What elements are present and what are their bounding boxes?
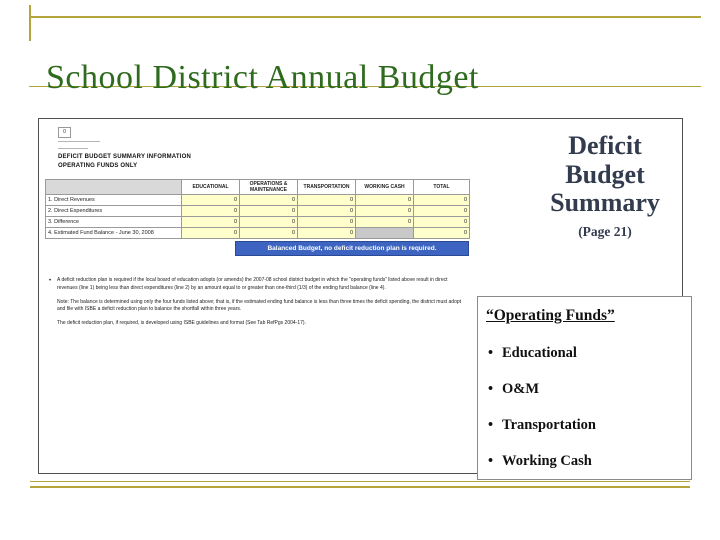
worksheet-heading: DEFICIT BUDGET SUMMARY INFORMATION [58,154,192,160]
worksheet-subheading: OPERATING FUNDS ONLY [58,163,138,169]
value-cell: 0 [298,206,356,217]
list-item: • O&M [488,381,691,397]
balanced-budget-banner: Balanced Budget, no deficit reduction plan is required. [235,241,469,256]
table-row [46,206,470,217]
table-row [46,228,470,239]
list-item: • Transportation [488,417,691,433]
column-header: TRANSPORTATION [298,180,356,195]
gold-bottom-rule-thick [30,486,690,488]
section-heading-line: Summary [550,188,660,218]
gold-top-rule [29,16,701,18]
operating-funds-box [477,296,692,480]
value-cell: 0 [298,195,356,206]
value-cell: 0 [356,195,414,206]
gold-corner-bar [29,5,31,41]
value-cell: 0 [182,195,240,206]
value-cell: 0 [240,217,298,228]
column-header: EDUCATIONAL [182,180,240,195]
gold-bottom-rule-thin [30,481,690,482]
table-row [46,195,470,206]
value-cell: 0 [298,217,356,228]
section-heading [518,132,692,218]
value-cell: 0 [414,195,470,206]
section-heading-line: Budget [565,159,645,189]
value-cell: 0 [240,195,298,206]
value-cell: 0 [182,228,240,239]
value-cell: 0 [356,206,414,217]
value-cell: 0 [182,217,240,228]
column-header: TOTAL [414,180,470,195]
value-cell: 0 [414,206,470,217]
row-label: 3. Difference [46,217,182,228]
value-cell: 0 [356,217,414,228]
worksheet-blank-line [58,141,100,142]
row-label: 2. Direct Expenditures [46,206,182,217]
row-label: 1. Direct Revenues [46,195,182,206]
value-cell: 0 [414,217,470,228]
list-item: • Educational [488,345,691,361]
column-header: OPERATIONS & MAINTENANCE [240,180,298,195]
operating-funds-title: “Operating Funds” [486,307,615,324]
footnote-note: Note: The balance is determined using only the four funds listed above; that is, if the estimated ending fund balance is less than three times the deficit spending, the district must adopt and file with ISBE a deficit reduction plan to balance the shortfall within three years. [57,298,462,313]
section-heading-line: Deficit [568,131,642,160]
value-cell: 0 [298,228,356,239]
budget-summary-table [45,179,470,239]
page-title: School District Annual Budget [46,58,479,96]
worksheet-blank-line [58,148,88,149]
corner-header-cell [46,180,182,195]
footnote-bullet: • A deficit reduction plan is required if the local board of education adopts (or amends) the 2007-08 school district budget in which the “operating funds” listed above result in direct revenues (line 1) being less than direct expenditures (line 2) by an amount equal to or greater than one-third (1/3) of the ending fund balance (line 4). [49,277,469,293]
value-cell: 0 [240,228,298,239]
value-cell: 0 [182,206,240,217]
row-label: 4. Estimated Fund Balance - June 30, 2008 [46,228,182,239]
table-row [46,217,470,228]
worksheet-corner-cell: 0 [58,127,71,138]
column-header: WORKING CASH [356,180,414,195]
value-cell: 0 [414,228,470,239]
value-cell-shaded [356,228,414,239]
page-reference: (Page 21) [578,224,632,239]
list-item: • Working Cash [488,453,691,469]
value-cell: 0 [240,206,298,217]
footnote-final: The deficit reduction plan, if required, is developed using ISBE guidelines and format (See Tab RefPgs 2004-17). [57,320,306,326]
header-row [46,180,470,195]
footnotes [49,277,469,328]
